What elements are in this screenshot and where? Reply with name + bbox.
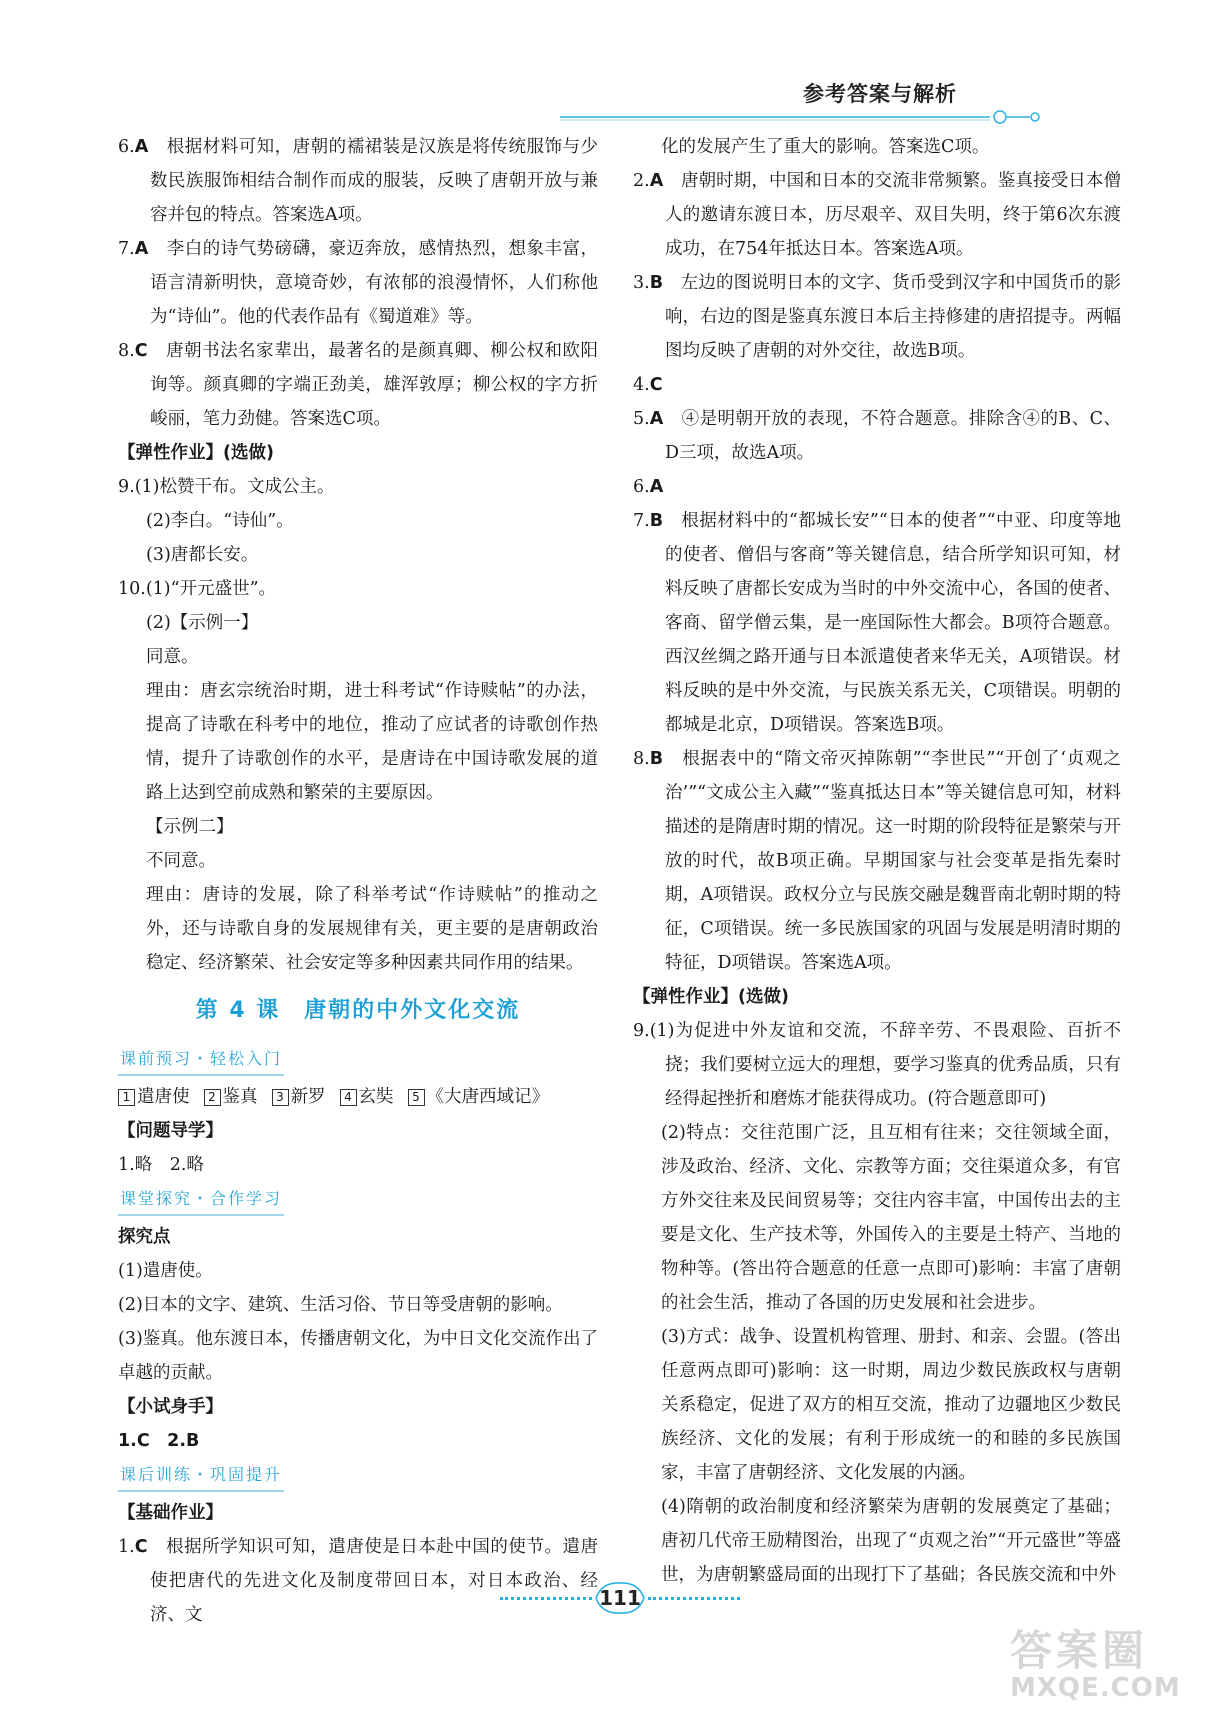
answer-item: 8.B 根据表中的“隋文帝灭掉陈朝”“李世民”“开创了‘贞观之治’”“文成公主入藏”“鉴真抵达日本”等关键信息可知，材料描述的是隋唐时期的情况。这一时期的阶段特征是繁荣与开放的时代，故B项正确。早期国家与社会变革是指先秦时期，A项错误。政权分立与民族交融是魏晋南北朝时期的特征，C项错误。统一多民族国家的巩固与发展是明清时期的特征，D项错误。答案选A项。 <box>633 749 1122 973</box>
watermark-top-text: 答案圈 <box>1010 1626 1149 1675</box>
section-heading-jichu: 【基础作业】 <box>118 1503 223 1523</box>
answer-item: 2.A 唐朝时期，中国和日本的交流非常频繁。鉴真接受日本僧人的邀请东渡日本，历尽艰辛、双目失明，终于第6次东渡成功，在754年抵达日本。答案选A项。 <box>633 171 1122 259</box>
page-header-title: 参考答案与解析 <box>803 82 957 106</box>
vocab-item: 3 新罗 <box>272 1087 326 1107</box>
section-heading-tanjiu: 探究点 <box>118 1227 171 1247</box>
section-heading-elastic: 【弹性作业】(选做) <box>118 443 274 463</box>
vocab-answers <box>118 1080 598 1114</box>
question-9-part-4: (4)隋朝的政治制度和经济繁荣为唐朝的发展奠定了基础；唐初几代帝王励精图治，出现了“贞观之治”“开元盛世”等盛世，为唐朝繁盛局面的出现打下了基础；各民族交流和中外 <box>661 1497 1121 1585</box>
left-column <box>118 130 598 1632</box>
vocab-item: 4 玄奘 <box>340 1087 394 1107</box>
section-heading-elastic: 【弹性作业】(选做) <box>633 987 789 1007</box>
page-number-footer <box>500 1580 740 1620</box>
agree-text: 同意。 <box>146 647 199 667</box>
tanjiu-line: (2)日本的文字、建筑、生活习俗、节日等受唐朝的影响。 <box>118 1295 563 1315</box>
footer-dots-right <box>648 1597 740 1600</box>
watermark-bottom-text: MXQE.COM <box>1010 1673 1181 1703</box>
example-one-label: (2)【示例一】 <box>146 613 259 633</box>
vocab-item: 2 鉴真 <box>204 1087 258 1107</box>
question-9-part-2: (2)特点：交往范围广泛，且互相有往来；交往领域全面，涉及政治、经济、文化、宗教等方面；交往渠道众多，有官方外交往来及民间贸易等；交往内容丰富，中国传出去的主要是文化、生产技术等，外国传入的主要是土特产、当地的物种等。(答出符合题意的任意一点即可)影响：丰富了唐朝的社会生活，推动了各国的历史发展和社会进步。 <box>661 1123 1121 1313</box>
banner-classroom: 课堂探究・合作学习 <box>118 1184 284 1216</box>
wenti-answers: 1.略 2.略 <box>118 1155 204 1175</box>
question-9-part-3: (3)唐都长安。 <box>146 545 259 565</box>
answer-item: 7.B 根据材料中的“都城长安”“日本的使者”“中亚、印度等地的使者、僧侣与客商”等关键信息，结合所学知识可知，材料反映了唐都长安成为当时的中外交流中心，各国的使者、客商、留学僧云集，是一座国际性大都会。B项符合题意。西汉丝绸之路开通与日本派遣使者来华无关，A项错误。材料反映的是中外交流，与民族关系无关，C项错误。明朝的都城是北京，D项错误。答案选B项。 <box>633 511 1122 735</box>
question-10: 10.(1)“开元盛世”。 <box>118 579 277 599</box>
vocab-item: 1 遣唐使 <box>118 1087 190 1107</box>
question-9: 9.(1)松赞干布。文成公主。 <box>118 477 335 497</box>
reason-two: 理由：唐诗的发展，除了科举考试“作诗赎帖”的推动之外，还与诗歌自身的发展规律有关，更主要的是唐朝政治稳定、经济繁荣、社会安定等多种因素共同作用的结果。 <box>146 885 598 973</box>
header-decor-line <box>560 110 1140 124</box>
vocab-item: 5 《大唐西域记》 <box>408 1087 550 1107</box>
question-9-part-3: (3)方式：战争、设置机构管理、册封、和亲、会盟。(答出任意两点即可)影响：这一时期，周边少数民族政权与唐朝关系稳定，促进了双方的相互交流，推动了边疆地区少数民族经济、文化的发展；有利于形成统一的和睦的多民族国家，丰富了唐朝经济、文化发展的内涵。 <box>661 1327 1121 1483</box>
answer-item: 8.C 唐朝书法名家辈出，最著名的是颜真卿、柳公权和欧阳询等。颜真卿的字端正劲美，雄浑敦厚；柳公权的字方折峻丽，笔力劲健。答案选C项。 <box>118 341 599 429</box>
right-column <box>633 130 1121 1592</box>
answer-item: 7.A 李白的诗气势磅礴，豪迈奔放，感情热烈，想象丰富，语言清新明快，意境奇妙，有浓郁的浪漫情怀，人们称他为“诗仙”。他的代表作品有《蜀道难》等。 <box>118 239 599 327</box>
question-9-part-1: 9.(1)为促进中外友谊和交流，不辞辛劳、不畏艰险、百折不挠；我们要树立远大的理想，要学习鉴真的优秀品质，只有经得起挫折和磨炼才能获得成功。(符合题意即可) <box>633 1021 1121 1109</box>
banner-preview: 课前预习・轻松入门 <box>118 1044 284 1076</box>
question-9-part-2: (2)李白。“诗仙”。 <box>146 511 294 531</box>
reason-one: 理由：唐玄宗统治时期，进士科考试“作诗赎帖”的办法，提高了诗歌在科考中的地位，推动了应试者的诗歌创作热情，提升了诗歌创作的水平，是唐诗在中国诗歌发展的道路上达到空前成熟和繁荣的主要原因。 <box>146 681 598 803</box>
footer-dots-left <box>500 1597 592 1600</box>
answer-item: 5.A ④是明朝开放的表现，不符合题意。排除含④的B、C、D三项，故选A项。 <box>633 409 1122 463</box>
page-number: 111 <box>599 1586 641 1610</box>
section-heading-xiaoshi: 【小试身手】 <box>118 1397 223 1417</box>
xiaoshi-answers: 1.C 2.B <box>118 1431 200 1451</box>
tanjiu-line: (1)遣唐使。 <box>118 1261 213 1281</box>
example-two-label: 【示例二】 <box>146 817 234 837</box>
answer-item: 3.B 左边的图说明日本的文字、货币受到汉字和中国货币的影响，右边的图是鉴真东渡日本后主持修建的唐招提寺。两幅图均反映了唐朝的对外交往，故选B项。 <box>633 273 1122 361</box>
answer-item: 1.C 根据所学知识可知，遣唐使是日本赴中国的使节。遣唐使把唐代的先进文化及制度带回日本，对日本政治、经济、文 <box>118 1537 599 1625</box>
section-heading-wenti: 【问题导学】 <box>118 1121 223 1141</box>
site-watermark-logo <box>1010 1628 1210 1708</box>
answer-item: 6.A <box>633 477 664 497</box>
lesson-title: 第 4 课 唐朝的中外文化交流 <box>195 998 521 1023</box>
answer-item: 4.C <box>633 375 663 395</box>
disagree-text: 不同意。 <box>146 851 216 871</box>
tanjiu-line: (3)鉴真。他东渡日本，传播唐朝文化，为中日文化交流作出了卓越的贡献。 <box>118 1329 598 1383</box>
answer-item: 6.A 根据材料可知，唐朝的襦裙装是汉族是将传统服饰与少数民族服饰相结合制作而成的服装，反映了唐朝开放与兼容并包的特点。答案选A项。 <box>118 137 599 225</box>
continued-text: 化的发展产生了重大的影响。答案选C项。 <box>661 137 990 157</box>
banner-after-class: 课后训练・巩固提升 <box>118 1460 284 1492</box>
